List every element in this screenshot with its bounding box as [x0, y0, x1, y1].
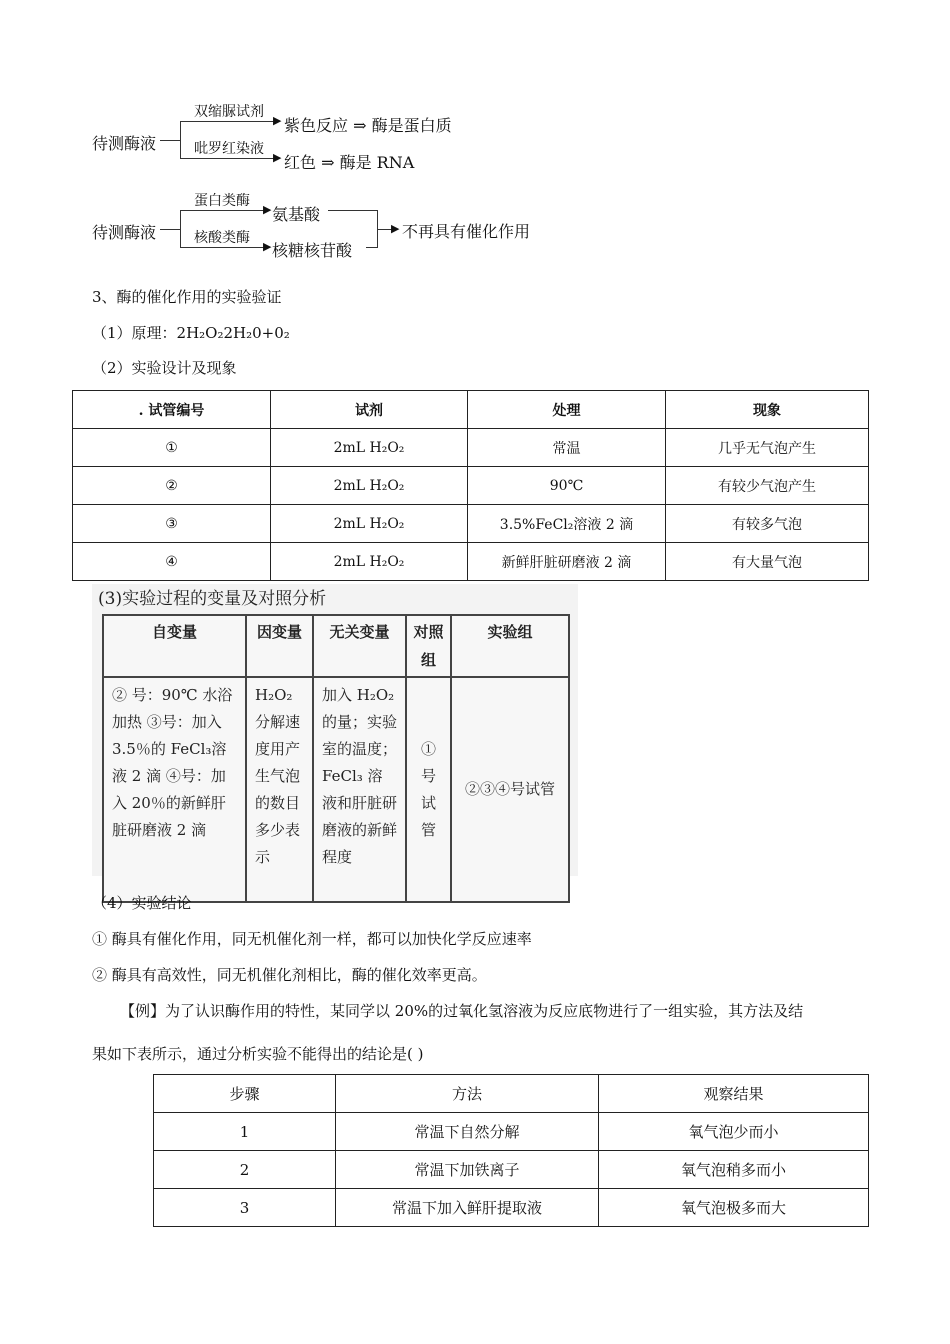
- independent-variable-cell: ② 号：90℃ 水浴加热 ③号：加入 3.5％的 FeCl₃溶液 2 滴 ④号：加入 20％的新鲜肝脏研磨液 2 滴: [103, 677, 246, 902]
- table-cell: 氧气泡极多而大: [599, 1189, 869, 1227]
- diagram2-branch-bottom: 核酸类酶: [194, 230, 250, 246]
- arrow-head-icon: ▶: [263, 203, 272, 216]
- table-cell: 3: [154, 1189, 336, 1227]
- table-row: [154, 1151, 869, 1189]
- experiment-design-table: [72, 390, 869, 581]
- arrow-head-icon: ▶: [273, 151, 282, 164]
- table-cell: 3.5%FeCl₂溶液 2 滴: [468, 505, 666, 543]
- table-header-cell: 自变量: [103, 615, 246, 677]
- table-row: [73, 429, 869, 467]
- table-cell: 有较少气泡产生: [666, 467, 869, 505]
- table-header-row: [103, 615, 569, 677]
- table-header-row: [73, 391, 869, 429]
- table-cell: 新鲜肝脏研磨液 2 滴: [468, 543, 666, 581]
- table-header-row: [154, 1075, 869, 1113]
- arrow-head-icon: ▶: [391, 222, 400, 235]
- control-group-cell: ①号试管: [406, 677, 451, 902]
- table-row: [154, 1113, 869, 1151]
- diagram2-product-top: 氨基酸: [272, 205, 321, 224]
- table-row: [73, 505, 869, 543]
- example-results-table: [153, 1074, 869, 1227]
- dependent-variable-cell: H₂O₂ 分解速度用产生气泡的数目多少表示: [246, 677, 313, 902]
- table-header-cell: 因变量: [246, 615, 313, 677]
- design-heading: （2）实验设计及现象: [92, 359, 237, 377]
- table-header-cell: 观察结果: [599, 1075, 869, 1113]
- table-cell: 2mL H₂O₂: [271, 505, 468, 543]
- diagram1-reagent-bottom: 吡罗红染液: [194, 141, 264, 157]
- diagram2-source: 待测酶液: [92, 223, 157, 242]
- table-header-cell: 方法: [336, 1075, 599, 1113]
- table-cell: 常温下自然分解: [336, 1113, 599, 1151]
- diagram2-branch-top: 蛋白类酶: [194, 193, 250, 209]
- table-cell: ③: [73, 505, 271, 543]
- conclusion-line-2: ② 酶具有高效性，同无机催化剂相比，酶的催化效率更高。: [92, 966, 487, 984]
- table-cell: 常温下加入鲜肝提取液: [336, 1189, 599, 1227]
- arrow-head-icon: ▶: [273, 114, 282, 127]
- table-row: [103, 677, 569, 902]
- table-cell: 常温: [468, 429, 666, 467]
- table-cell: 几乎无气泡产生: [666, 429, 869, 467]
- diagram1-reagent-top: 双缩脲试剂: [194, 104, 264, 120]
- principle-text: （1）原理：2H₂O₂2H₂0+0₂: [92, 324, 290, 342]
- table-cell: 90℃: [468, 467, 666, 505]
- table-cell: ④: [73, 543, 271, 581]
- table-header-cell: 步骤: [154, 1075, 336, 1113]
- table-row: [73, 543, 869, 581]
- irrelevant-variable-cell: 加入 H₂O₂ 的量；实验室的温度；FeCl₃ 溶液和肝脏研磨液的新鲜程度: [313, 677, 406, 902]
- diagram1-result-top: 紫色反应 ⇒ 酶是蛋白质: [284, 116, 452, 135]
- variable-analysis-title: (3)实验过程的变量及对照分析: [98, 589, 327, 609]
- table-cell: 2mL H₂O₂: [271, 543, 468, 581]
- section3-heading: 3、酶的催化作用的实验验证: [92, 288, 282, 306]
- diagram1-result-bottom: 红色 ⇒ 酶是 RNA: [284, 153, 415, 172]
- table-cell: 2mL H₂O₂: [271, 467, 468, 505]
- diagram1-source: 待测酶液: [92, 134, 157, 153]
- table-row: [154, 1189, 869, 1227]
- table-header-cell: . 试管编号: [73, 391, 271, 429]
- example-line-1: 【例】为了认识酶作用的特性，某同学以 20%的过氧化氢溶液为反应底物进行了一组实验，其方法及结: [120, 1002, 804, 1020]
- conclusion-heading: （4）实验结论: [92, 894, 192, 912]
- table-header-cell: 现象: [666, 391, 869, 429]
- table-header-cell: 无关变量: [313, 615, 406, 677]
- table-header-cell: 处理: [468, 391, 666, 429]
- diagram2-product-bottom: 核糖核苷酸: [272, 241, 353, 260]
- arrow-head-icon: ▶: [263, 240, 272, 253]
- table-cell: ②: [73, 467, 271, 505]
- table-header-cell: 试剂: [271, 391, 468, 429]
- table-cell: 有较多气泡: [666, 505, 869, 543]
- table-cell: 氧气泡少而小: [599, 1113, 869, 1151]
- table-cell: ①: [73, 429, 271, 467]
- table-cell: 常温下加铁离子: [336, 1151, 599, 1189]
- experimental-group-cell: ②③④号试管: [451, 677, 569, 902]
- variable-analysis-table: [102, 614, 570, 903]
- table-header-cell: 实验组: [451, 615, 569, 677]
- table-cell: 2: [154, 1151, 336, 1189]
- example-line-2: 果如下表所示，通过分析实验不能得出的结论是( ): [92, 1045, 424, 1063]
- table-cell: 1: [154, 1113, 336, 1151]
- table-cell: 有大量气泡: [666, 543, 869, 581]
- table-cell: 氧气泡稍多而小: [599, 1151, 869, 1189]
- table-cell: 2mL H₂O₂: [271, 429, 468, 467]
- table-row: [73, 467, 869, 505]
- table-header-cell: 对照组: [406, 615, 451, 677]
- conclusion-line-1: ① 酶具有催化作用，同无机催化剂一样，都可以加快化学反应速率: [92, 930, 532, 948]
- variable-analysis-figure: [92, 584, 578, 876]
- diagram2-conclusion: 不再具有催化作用: [402, 222, 531, 241]
